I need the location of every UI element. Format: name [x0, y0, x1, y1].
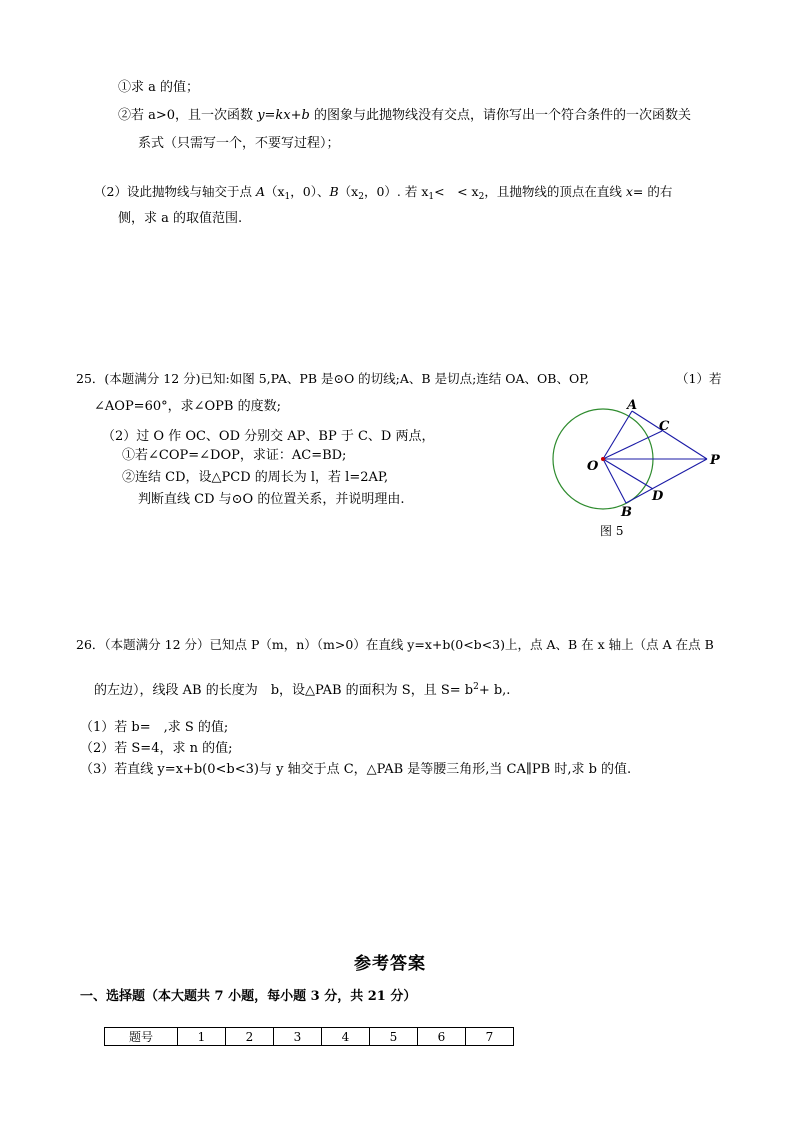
table-row: [105, 1028, 514, 1046]
q24-part1-i: ①求 a 的值；: [118, 80, 200, 95]
q26-stem-cont: 的左边），线段 AB 的长度为 b，设△PAB 的面积为 S，且 $S= b^2+ b$,.: [94, 682, 511, 698]
table-header-cell: 题号: [105, 1028, 178, 1046]
table-cell: 4: [322, 1028, 370, 1046]
answers-title: 参考答案: [354, 954, 426, 974]
q26-item-2: （2）若 S=4，求 n 的值;: [80, 741, 233, 756]
answer-table: [104, 1027, 514, 1046]
segment-bp: [626, 459, 707, 503]
figure-caption: 图 5: [600, 524, 624, 538]
answers-section-1: 一、选择题（本大题共 7 小题，每小题 3 分，共 21 分）: [80, 989, 417, 1004]
q24-part1-ii-cont: 系式（只需写一个，不要写过程）；: [138, 136, 340, 151]
q25-part2: （2）过 O 作 OC、OD 分别交 AP、BP 于 C、D 两点，: [102, 429, 435, 444]
q26-item-3: （3）若直线 y=x+b(0<b<3)与 y 轴交于点 C，△PAB 是等腰三角形,当 CA∥PB 时,求 b 的值.: [80, 762, 632, 777]
label-p: P: [710, 453, 720, 468]
table-cell: 3: [274, 1028, 322, 1046]
q26-stem: 26．（本题满分 12 分）已知点 P（m，n）（m>0）在直线 y=x+b(0<b<3)上，点 A、B 在 x 轴上（点 A 在点 B: [76, 637, 714, 652]
q24-part1-ii: ②若 a>0，且一次函数 y=kx+b 的图象与此抛物线没有交点，请你写出一个符合条件的一次函数关: [118, 108, 691, 123]
q25-part1-label: （1）若: [676, 371, 722, 386]
q25-part2-ii-cont: 判断直线 CD 与⊙O 的位置关系，并说明理由.: [138, 492, 405, 507]
table-cell: 5: [370, 1028, 418, 1046]
table-cell: 7: [466, 1028, 514, 1046]
table-cell: 1: [178, 1028, 226, 1046]
q25-part2-ii: ②连结 CD，设△PCD 的周长为 l，若 l=2AP,: [122, 470, 389, 485]
q25-part1: ∠AOP=60°，求∠OPB 的度数;: [94, 399, 281, 414]
label-d: D: [652, 489, 664, 504]
q24-part2-cont: 侧，求 a 的取值范围.: [118, 211, 243, 226]
segment-ap: [632, 411, 707, 459]
q25-stem: 25．(本题满分 12 分)已知:如图 5,PA、PB 是⊙O 的切线;A、B 是切点;连结 OA、OB、OP,: [76, 371, 590, 386]
point-o: [601, 457, 605, 461]
table-cell: 2: [226, 1028, 274, 1046]
q24-part2: （2）设此抛物线与轴交于点 $A(x_1$，0）、$B(x_2$，0）. 若 $x_1<$ < $x_2$，且抛物线的顶点在直线 x= 的右: [94, 184, 673, 202]
q25-part2-i: ①若∠COP=∠DOP，求证：AC=BD;: [122, 448, 347, 463]
label-a: A: [627, 398, 638, 413]
q26-item-1: （1）若 b= ,求 S 的值;: [80, 720, 229, 735]
table-cell: 6: [418, 1028, 466, 1046]
label-o: O: [587, 459, 599, 474]
figure-5: [545, 393, 735, 543]
label-b: B: [621, 505, 632, 520]
label-c: C: [659, 419, 670, 434]
